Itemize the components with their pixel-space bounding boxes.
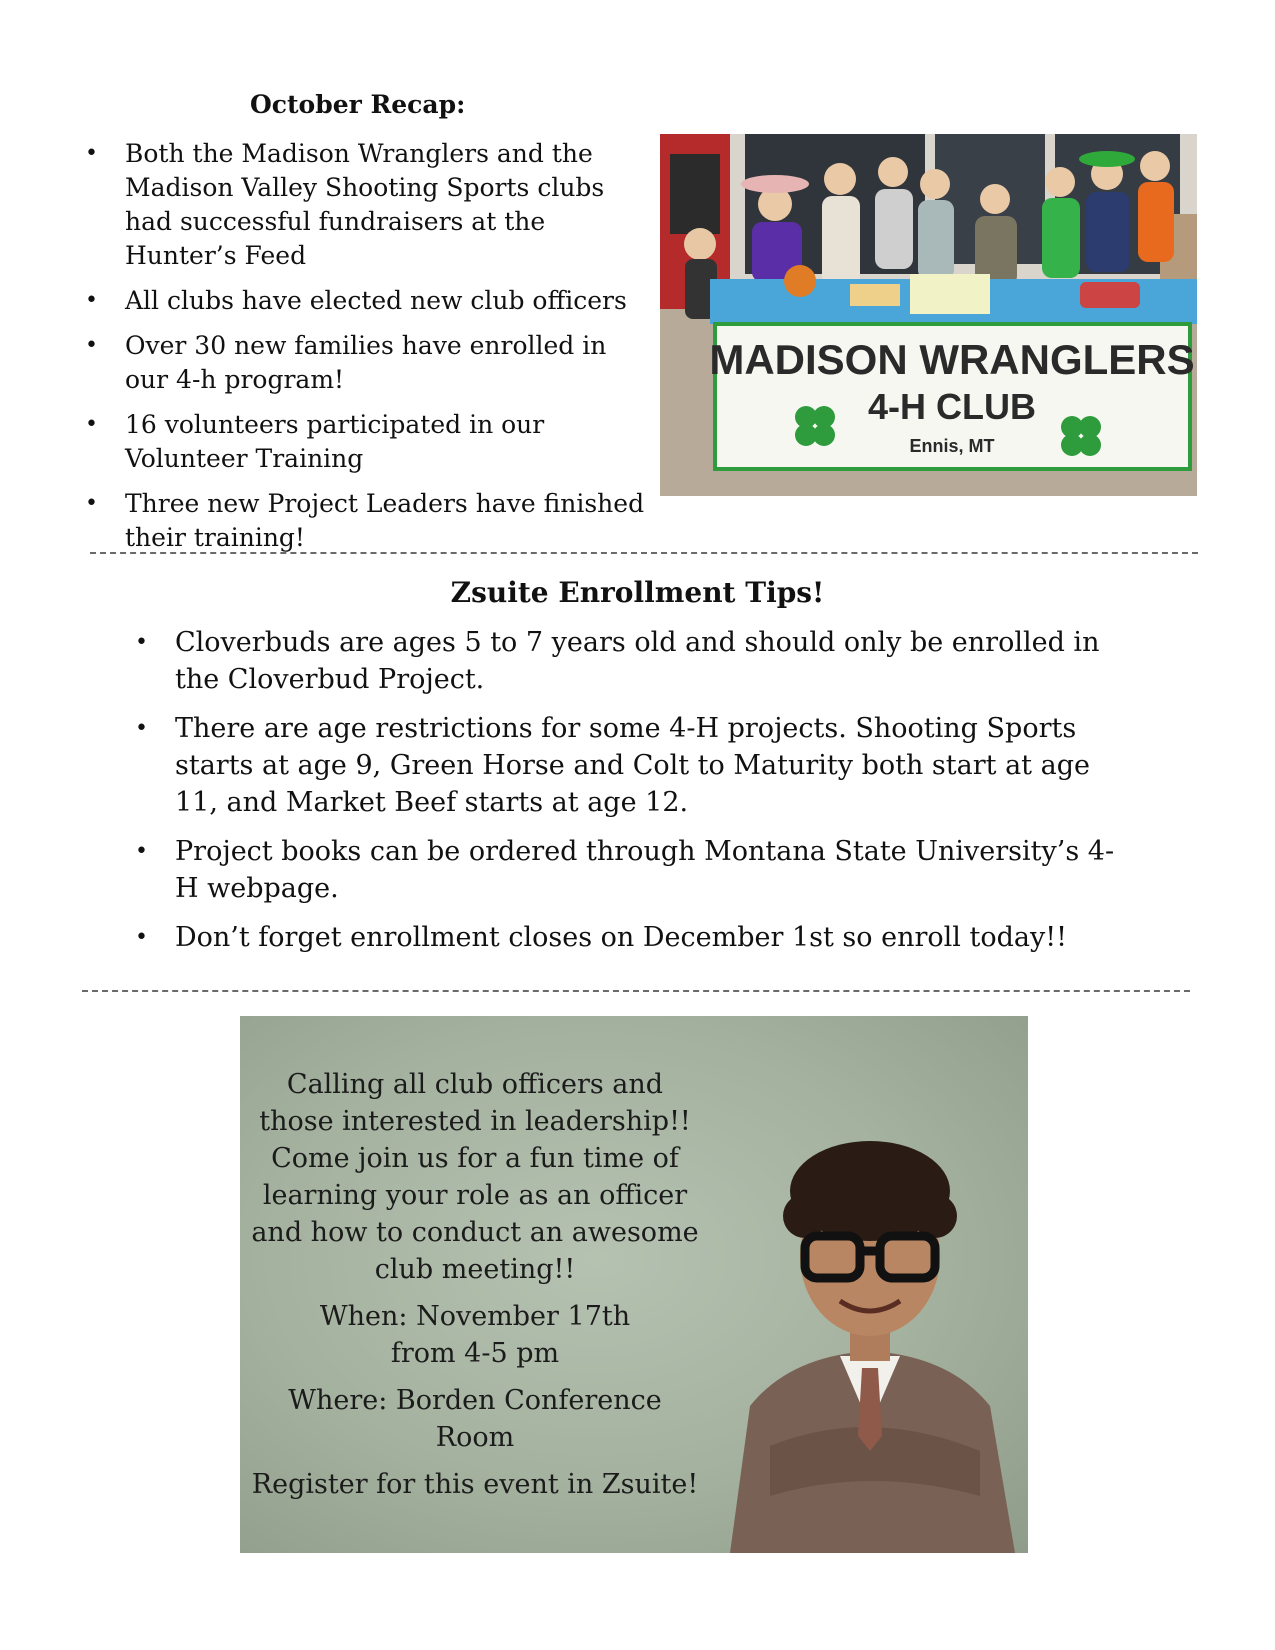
flyer-when-date: When: November 17th xyxy=(319,1301,631,1332)
section-divider xyxy=(82,990,1190,992)
flyer-when-time: from 4-5 pm xyxy=(390,1338,560,1369)
boy-in-glasses-photo xyxy=(710,1106,1028,1553)
recap-heading: October Recap: xyxy=(250,90,466,119)
recap-item: • Both the Madison Wranglers and the Madison Valley Shooting Sports clubs had successful fundraisers at the Hunter’s Feed xyxy=(85,137,645,273)
recap-item: • Three new Project Leaders have finished their training! xyxy=(85,487,645,555)
tip-item: • There are age restrictions for some 4-H projects. Shooting Sports starts at age 9, Green Horse and Colt to Maturity both start at age 11, and Market Beef starts at age 12. xyxy=(135,710,1135,821)
flyer-when xyxy=(250,1298,700,1372)
tip-item: • Project books can be ordered through Montana State University’s 4-H webpage. xyxy=(135,833,1135,907)
recap-item: • 16 volunteers participated in our Volunteer Training xyxy=(85,408,645,476)
tips-heading: Zsuite Enrollment Tips! xyxy=(450,576,825,609)
flyer-where: Where: Borden Conference Room xyxy=(288,1385,662,1453)
section-divider xyxy=(90,552,1198,554)
flyer-register: Register for this event in Zsuite! xyxy=(251,1469,699,1500)
club-fundraiser-photo xyxy=(660,134,1197,496)
leadership-event-flyer xyxy=(240,1016,1028,1553)
banner-location: Ennis, MT xyxy=(909,436,995,456)
tip-item: • Don’t forget enrollment closes on December 1st so enroll today!! xyxy=(135,919,1135,956)
recap-item: • Over 30 new families have enrolled in our 4-h program! xyxy=(85,329,645,397)
flyer-intro: Calling all club officers and those interested in leadership!! Come join us for a fun time of learning your role as an officer and how to conduct an awesome club meeting!! xyxy=(251,1069,699,1285)
banner-club-type: 4-H CLUB xyxy=(868,386,1036,427)
flyer-text xyxy=(250,1066,700,1513)
recap-item: • All clubs have elected new club officers xyxy=(85,284,645,318)
banner-club-name: MADISON WRANGLERS xyxy=(709,336,1195,383)
recap-list xyxy=(85,137,645,566)
tips-list xyxy=(135,624,1135,968)
tip-item: • Cloverbuds are ages 5 to 7 years old and should only be enrolled in the Cloverbud Project. xyxy=(135,624,1135,698)
